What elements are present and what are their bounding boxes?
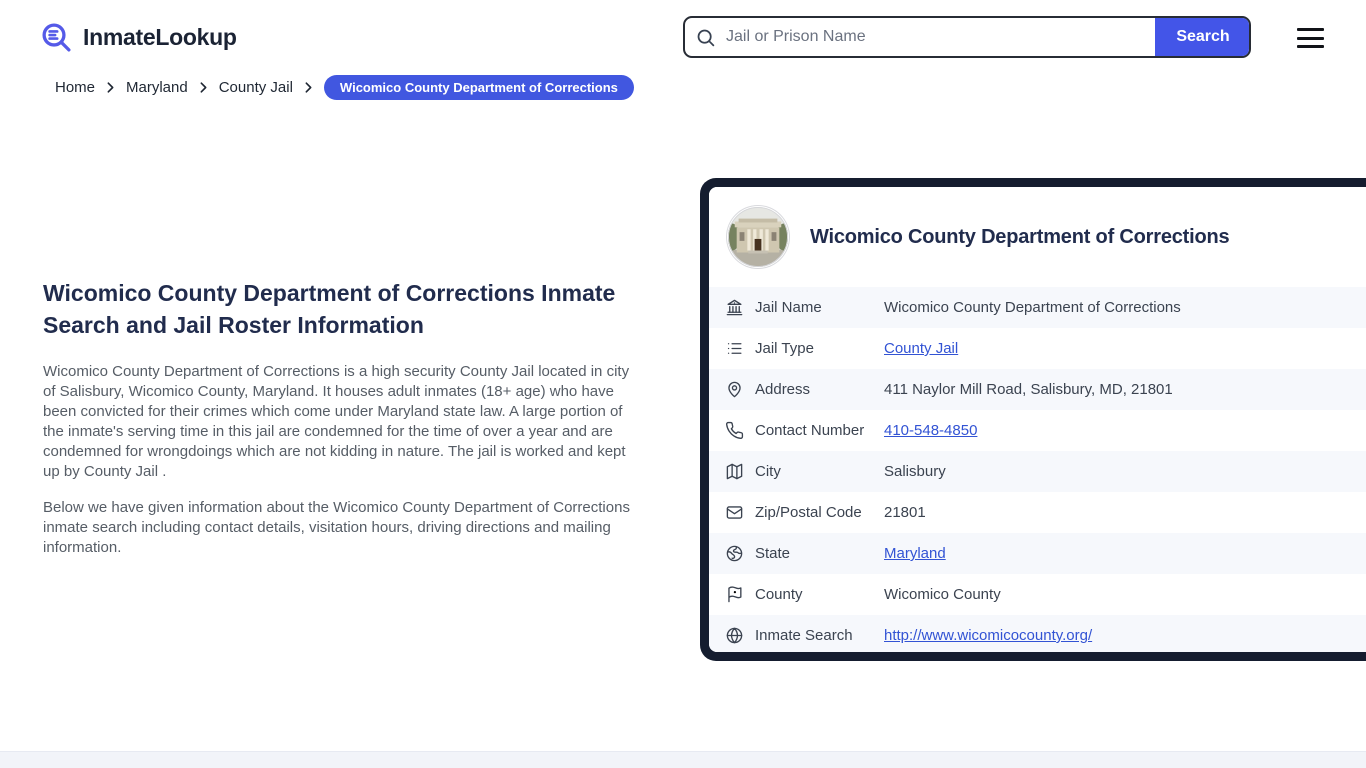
breadcrumb-maryland[interactable]: Maryland — [126, 78, 188, 96]
search-button[interactable]: Search — [1155, 16, 1251, 58]
map-pin-icon — [725, 380, 744, 399]
article-paragraph: Wicomico County Department of Corrections is a high security County Jail located in city of Salisbury, Wicomico County, Maryland. It houses adult inmates (18+ age) who have been convicted for their crimes which come under Maryland state law. A large portion of the inmate's serving time in this jail are condemned for the time of over a year and are condemned for wrongdoings which are not kidding in nature. The jail is worked and kept up by County Jail . — [43, 363, 630, 480]
article — [43, 277, 635, 558]
info-row — [709, 369, 1366, 410]
info-row-label: Address — [755, 381, 811, 398]
search-icon — [685, 18, 716, 56]
info-row-value: 411 Naylor Mill Road, Salisbury, MD, 21801 — [884, 381, 1173, 398]
menu-hamburger-icon[interactable] — [1297, 26, 1324, 50]
info-row-label: County — [755, 586, 803, 603]
info-row-link[interactable]: County Jail — [884, 340, 959, 357]
card-header — [709, 187, 1366, 287]
info-row — [709, 410, 1366, 451]
chevron-right-icon — [104, 81, 117, 94]
phone-icon — [725, 421, 744, 440]
info-row — [709, 574, 1366, 615]
info-row-label: Contact Number — [755, 422, 865, 439]
info-row — [709, 328, 1366, 369]
info-table — [709, 287, 1366, 652]
globe-icon — [725, 626, 744, 645]
jail-info-card-inner — [709, 187, 1366, 652]
globe-americas-icon — [725, 544, 744, 563]
info-row-value: Wicomico County — [884, 586, 1001, 603]
brand-logo[interactable] — [40, 21, 237, 54]
info-row-value — [884, 545, 946, 562]
card-title: Wicomico County Department of Corrections — [810, 225, 1230, 248]
info-row — [709, 287, 1366, 328]
info-row-label: City — [755, 463, 781, 480]
info-row-value: Salisbury — [884, 463, 946, 480]
brand-name: InmateLookup — [83, 24, 237, 50]
header — [0, 0, 1366, 70]
info-row — [709, 533, 1366, 574]
search-bar — [683, 16, 1251, 58]
breadcrumb-current-pill[interactable]: Wicomico County Department of Corrections — [324, 75, 634, 100]
info-row-value — [884, 422, 977, 439]
chevron-right-icon — [302, 81, 315, 94]
bank-icon — [725, 298, 744, 317]
info-row-link[interactable]: 410-548-4850 — [884, 422, 978, 439]
list-icon — [725, 339, 744, 358]
jail-photo — [727, 206, 789, 268]
page-title: Wicomico County Department of Corrections Inmate Search and Jail Roster Information — [43, 280, 616, 338]
info-row-value: Wicomico County Department of Corrections — [884, 299, 1181, 316]
info-row-value — [884, 340, 958, 357]
breadcrumb — [55, 75, 634, 99]
breadcrumb-home[interactable]: Home — [55, 78, 96, 96]
info-row-link[interactable]: Maryland — [884, 545, 946, 562]
article-paragraph: Below we have given information about the Wicomico County Department of Corrections inmate search including contact details, visitation hours, driving directions and mailing information. — [43, 499, 630, 556]
info-row — [709, 451, 1366, 492]
info-row — [709, 615, 1366, 652]
info-row-value — [884, 627, 1092, 644]
info-row-link[interactable]: http://www.wicomicocounty.org/ — [884, 627, 1093, 644]
info-row-label: Inmate Search — [755, 627, 853, 644]
jail-info-card — [700, 178, 1366, 661]
footer — [0, 751, 1366, 768]
map-icon — [725, 462, 744, 481]
search-input[interactable] — [716, 18, 1155, 56]
magnifier-lines-logo-icon — [40, 21, 73, 54]
envelope-icon — [725, 503, 744, 522]
breadcrumb-county-jail[interactable]: County Jail — [218, 78, 293, 96]
info-row — [709, 492, 1366, 533]
info-row-label: Zip/Postal Code — [755, 504, 862, 521]
flag-icon — [725, 585, 744, 604]
info-row-value: 21801 — [884, 504, 926, 521]
chevron-right-icon — [197, 81, 210, 94]
info-row-label: Jail Type — [755, 340, 814, 357]
info-row-label: Jail Name — [755, 299, 822, 316]
info-row-label: State — [755, 545, 791, 562]
